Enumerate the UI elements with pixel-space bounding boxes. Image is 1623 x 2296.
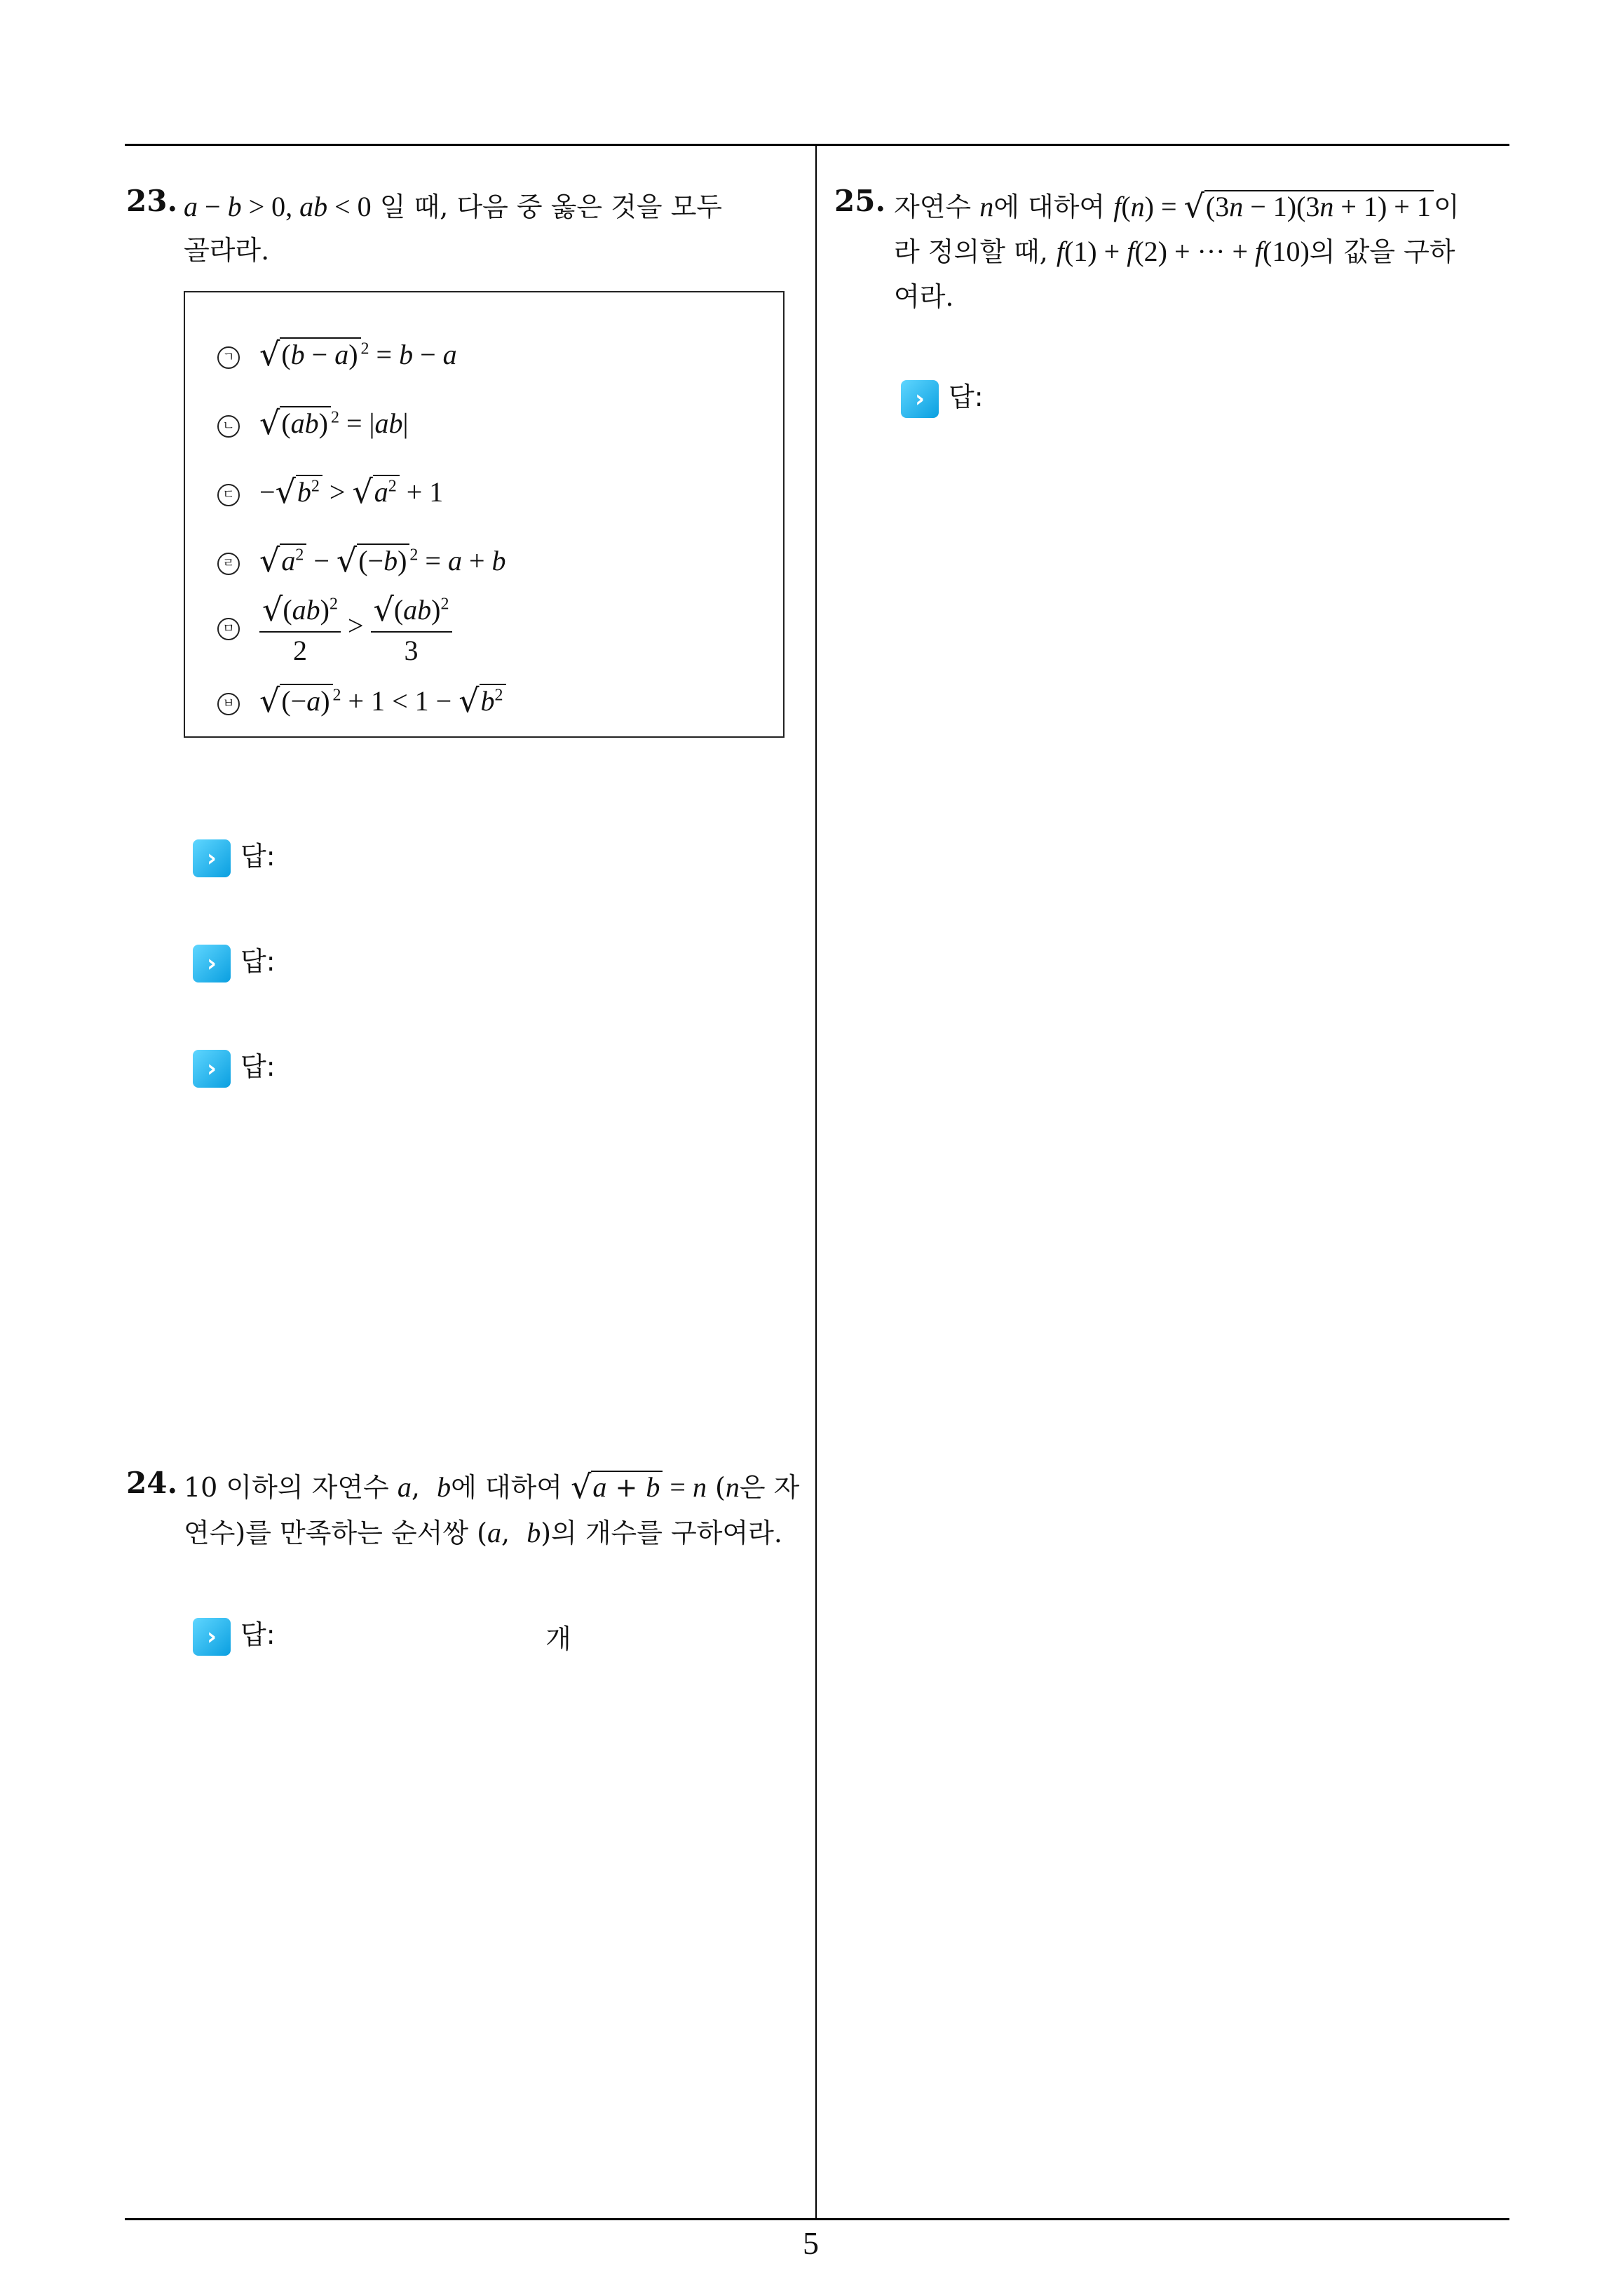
q24-answer-unit: 개 — [545, 1623, 571, 1654]
q23-item-2: ㄴ √(ab) $^2$ = |ab| — [217, 404, 409, 442]
mark-nieun: ㄴ — [217, 415, 240, 438]
mark-bieup: ㅂ — [217, 693, 240, 715]
q23-item-6: ㅂ √(−a) $^2 + 1 < 1 - √b^2$ — [217, 682, 506, 720]
chevron-right-icon: › — [193, 1050, 231, 1088]
q23-answer-3[interactable]: › 답: — [193, 1045, 276, 1088]
chevron-right-icon: › — [193, 945, 231, 982]
mark-giyeok: ㄱ — [217, 346, 240, 369]
q23-answer-1[interactable]: › 답: — [193, 835, 276, 877]
bottom-rule — [125, 2218, 1509, 2220]
mark-rieul: ㄹ — [217, 553, 240, 575]
top-rule — [125, 144, 1509, 146]
q24-text-line1: 10 이하의 자연수 a, b에 대하여 √a + b = n (n은 자 — [184, 1468, 800, 1506]
q24-number: 24. — [126, 1466, 178, 1500]
q23-answer-2[interactable]: › 답: — [193, 940, 276, 982]
q25-text-line3: 여라. — [894, 281, 954, 312]
q23-item-4: ㄹ $√a^2 - √(-b) ^2 = a + b$ — [217, 541, 506, 579]
q23-item-5: ㅁ $\frac{√(ab)^2}{2}$ > $\frac{√(ab)^2}{3}$ — [217, 590, 452, 667]
q23-text-line2: 골라라. — [184, 235, 270, 266]
chevron-right-icon: › — [901, 380, 939, 418]
q25-number: 25. — [834, 184, 886, 218]
page-number: 5 — [803, 2225, 819, 2261]
chevron-right-icon: › — [193, 1618, 231, 1656]
q25-answer[interactable]: › 답: — [901, 375, 984, 418]
q23-item-3: ㄷ $-√b^2 > √a^2 + 1$ — [217, 473, 443, 511]
q25-text-line1: 자연수 n에 대하여 f(n) = √(3n − 1)(3n + 1) + 1 이 — [894, 187, 1460, 225]
q23-item-1: ㄱ √(b − a) $^2$ = b − a — [217, 335, 457, 373]
q23-text-line1: a − b > 0, ab < 0 일 때, 다음 중 옳은 것을 모두 — [184, 191, 723, 222]
chevron-right-icon: › — [193, 839, 231, 877]
q24-answer[interactable]: › 답: — [193, 1613, 276, 1656]
q25-text-line2: 라 정의할 때, f(1) + f(2) + ··· + f(10)의 값을 구하 — [894, 236, 1455, 267]
mark-digeut: ㄷ — [217, 484, 240, 506]
column-divider — [815, 144, 817, 2220]
q23-number: 23. — [126, 184, 178, 218]
mark-mieum: ㅁ — [217, 618, 240, 640]
q24-text-line2: 연수)를 만족하는 순서쌍 (a, b)의 개수를 구하여라. — [184, 1517, 782, 1548]
